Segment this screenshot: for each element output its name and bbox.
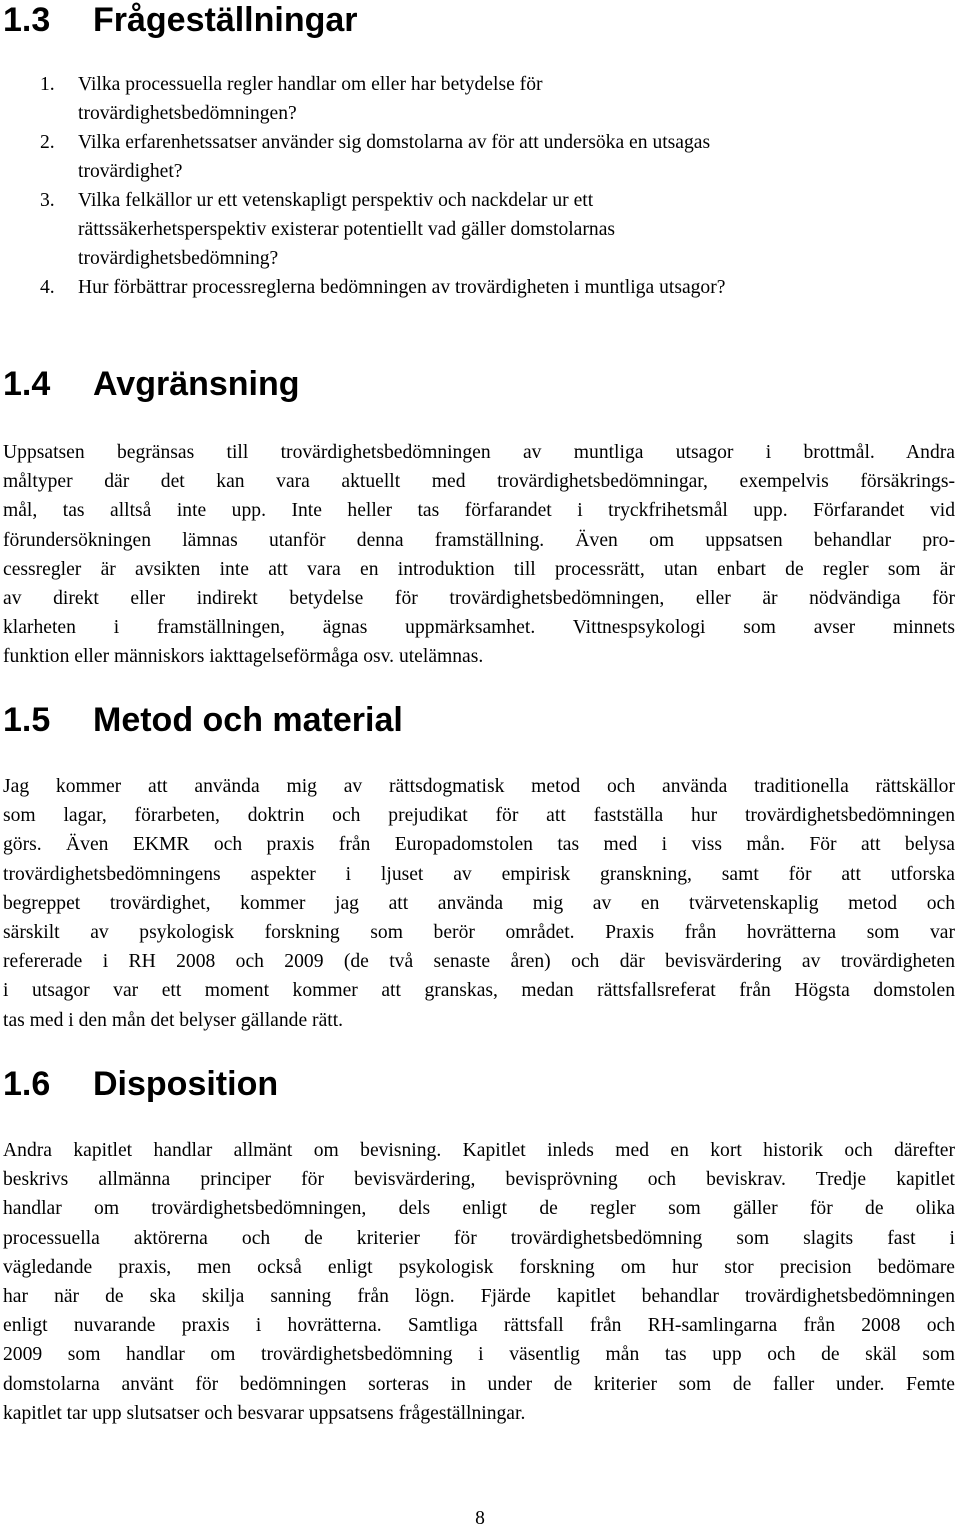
paragraph-line: Uppsatsen begränsas till trovärdighetsbedömningen av muntliga utsagor i brottmål. Andra	[3, 442, 955, 463]
heading-section-1-3	[3, 0, 358, 40]
question-number: 2.	[40, 132, 55, 153]
paragraph-line: beskrivs allmänna principer för bevisvärdering, bevisprövning och beviskrav. Tredje kapitlet	[3, 1169, 955, 1191]
paragraph-line: av direkt eller indirekt betydelse för trovärdighetsbedömningen, eller är nödvändiga för	[3, 588, 955, 610]
heading-number: 1.5	[3, 701, 51, 739]
question-number: 4.	[40, 277, 55, 298]
paragraph-line: trovärdighetsbedömningens aspekter i ljuset av empirisk granskning, samt för att utforska	[3, 863, 955, 885]
heading-number: 1.4	[3, 365, 51, 403]
question-line: trovärdighetsbedömningen?	[78, 103, 297, 124]
question-item	[0, 70, 900, 128]
heading-title: Avgränsning	[93, 365, 300, 403]
heading-title: Frågeställningar	[93, 1, 358, 39]
paragraph-line: processuella aktörerna och de kriterier för trovärdighetsbedömning som slagits fast i	[3, 1227, 955, 1249]
research-questions-list	[0, 70, 900, 302]
paragraph-line: funktion eller människors iakttagelseförmåga osv. utelämnas.	[3, 646, 484, 668]
question-number: 3.	[40, 190, 55, 211]
heading-section-1-5	[3, 700, 403, 740]
paragraph-line: särskilt av psykologisk forskning som berör området. Praxis från hovrätterna som var	[3, 922, 955, 944]
paragraph-line: har när de ska skilja sanning från lögn. Fjärde kapitlet behandlar trovärdighetsbedömningen	[3, 1286, 955, 1308]
paragraph-disposition	[3, 1136, 955, 1428]
heading-section-1-4	[3, 364, 300, 404]
question-item	[0, 186, 900, 273]
paragraph-line: refererade i RH 2008 och 2009 (de två senaste åren) och där bevisvärdering av trovärdigheten	[3, 951, 955, 973]
paragraph-line: vägledande praxis, men också enligt psykologisk forskning om hur stor precision bedömare	[3, 1256, 955, 1278]
question-line: Vilka felkällor ur ett vetenskapligt perspektiv och nackdelar ur ett	[78, 190, 594, 211]
paragraph-line: begreppet trovärdighet, kommer jag att använda mig av en tvärvetenskaplig metod och	[3, 892, 955, 914]
paragraph-line: 2009 som handlar om trovärdighetsbedömning i väsentlig mån tas upp och de skäl som	[3, 1344, 955, 1366]
heading-number: 1.3	[3, 1, 51, 39]
paragraph-line: kapitlet tar upp slutsatser och besvarar uppsatsens frågeställningar.	[3, 1402, 526, 1424]
paragraph-line: måltyper där det kan vara aktuellt med trovärdighetsbedömningar, exempelvis försäkrings-	[3, 471, 955, 493]
paragraph-line: i utsagor var ett moment kommer att granskas, medan rättsfallsreferat från Högsta domstolen	[3, 980, 955, 1002]
paragraph-line: cessregler är avsikten inte att vara en introduktion till processrätt, utan enbart de regler som är	[3, 558, 955, 580]
paragraph-line: görs. Även EKMR och praxis från Europadomstolen tas med i viss mån. För att belysa	[3, 834, 955, 856]
paragraph-line: Andra kapitlet handlar allmänt om bevisning. Kapitlet inleds med en kort historik och därefter	[3, 1140, 955, 1161]
heading-title: Disposition	[93, 1065, 279, 1103]
question-line: trovärdighetsbedömning?	[78, 248, 279, 269]
question-number: 1.	[40, 74, 55, 95]
heading-number: 1.6	[3, 1065, 51, 1103]
question-line: Vilka erfarenhetssatser använder sig domstolarna av för att undersöka en utsagas	[78, 132, 711, 153]
paragraph-line: förundersökningen lämnas utanför denna framställning. Även om uppsatsen behandlar pro-	[3, 529, 955, 551]
question-line: Hur förbättrar processreglerna bedömningen av trovärdigheten i muntliga utsagor?	[78, 277, 726, 298]
paragraph-line: handlar om trovärdighetsbedömningen, dels enligt de regler som gäller för de olika	[3, 1198, 955, 1220]
paragraph-line: klarheten i framställningen, ägnas uppmärksamhet. Vittnespsykologi som avser minnets	[3, 617, 955, 639]
paragraph-line: mål, tas alltså inte upp. Inte heller tas förfarandet i tryckfrihetsmål upp. Förfarandet vid	[3, 500, 955, 522]
paragraph-line: som lagar, förarbeten, doktrin och prejudikat för att fastställa hur trovärdighetsbedömningen	[3, 805, 955, 827]
paragraph-line: enligt nuvarande praxis i hovrätterna. Samtliga rättsfall från RH-samlingarna från 2008 och	[3, 1315, 955, 1337]
question-item	[0, 128, 900, 186]
question-item	[0, 273, 900, 302]
paragraph-metod	[3, 772, 955, 1035]
paragraph-avgransning	[3, 438, 955, 672]
heading-title: Metod och material	[93, 701, 403, 739]
paragraph-line: Jag kommer att använda mig av rättsdogmatisk metod och använda traditionella rättskällor	[3, 776, 955, 797]
question-line: rättssäkerhetsperspektiv existerar potentiellt vad gäller domstolarnas	[78, 219, 616, 240]
heading-section-1-6	[3, 1064, 278, 1104]
question-line: trovärdighet?	[78, 161, 183, 182]
paragraph-line: domstolarna använt för bedömningen sorteras in under de kriterier som de faller under. Femte	[3, 1373, 955, 1395]
page-number: 8	[475, 1508, 485, 1529]
paragraph-line: tas med i den mån det belyser gällande rätt.	[3, 1009, 344, 1031]
question-line: Vilka processuella regler handlar om eller har betydelse för	[78, 74, 543, 95]
